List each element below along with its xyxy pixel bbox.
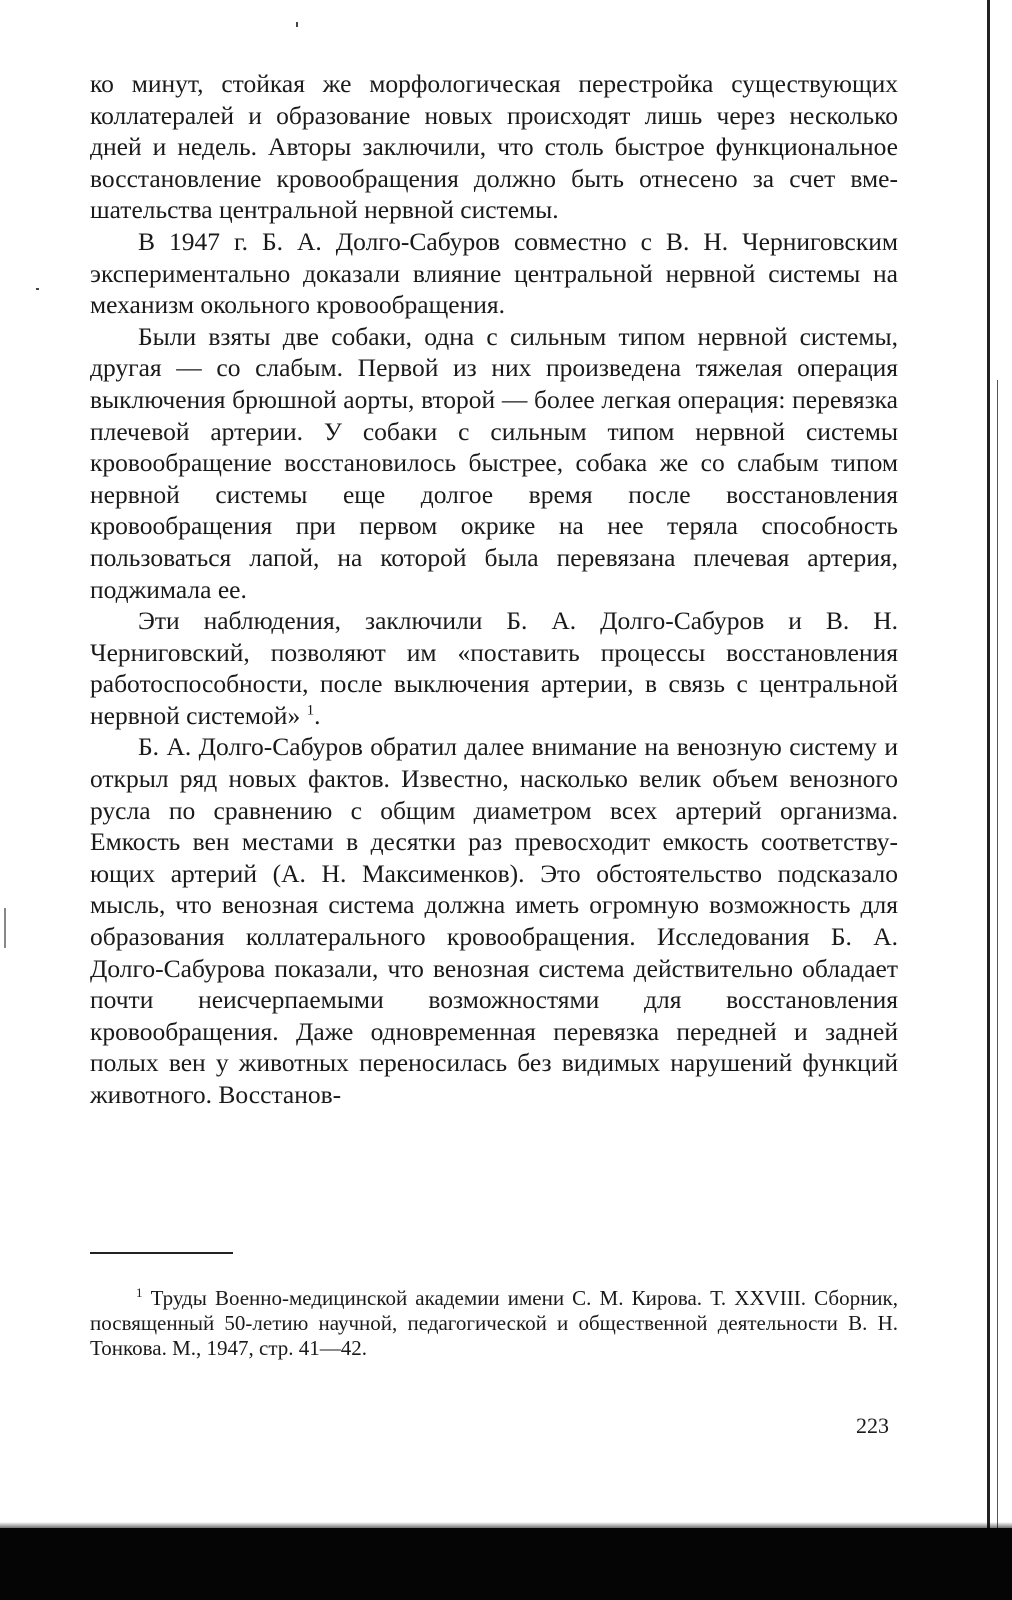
paragraph-end-punct: . (314, 700, 321, 730)
footnote-reference[interactable]: 1 (306, 702, 315, 719)
paragraph-text: Эти наблюдения, заключили Б. А. Долго-Сабуров и В. Н. Черниговский, позволяют им «поставить процессы восстановления работоспособности, после выключения артерии, в связь с центральной нервной системой» (90, 606, 898, 730)
paragraph: Б. А. Долго-Сабуров обратил далее внимание на венозную систему и открыл ряд новых фактов. Известно, насколько велик объем венозного русла по сравнению с общим диаметром всех артерий организма. Емкость вен местами в десятки раз превосходит емкость соответствующих артерий (А. Н. Максименков). Это обстоятельство подсказало мысль, что венозная система должна иметь огромную возможность для образования коллатерального кровообращения. Исследования Б. А. Долго-Сабурова показали, что венозная система действительно обладает почти неисчерпаемыми возможностями для восстановления кровообращения. Даже одновременная перевязка передней и задней полых вен у животных переносилась без видимых нарушений функций животного. Восстанов- (90, 732, 898, 1109)
main-text (90, 68, 898, 1111)
footnote (90, 1286, 898, 1361)
paragraph: Были взяты две собаки, одна с сильным типом нервной системы, другая — со слабым. Первой из них произведена тяжелая операция выключения брюшной аорты, второй — более легкая операция: перевязка плечевой артерии. У собаки с сильным типом нервной системы кровообращение восстановилось быстрее, собака же со слабым типом нервной системы еще долгое время после восстановления кровообращения при первом окрике на нее теряла способность пользоваться лапой, на которой была перевязана плечевая артерия, поджимала ее. (90, 321, 898, 604)
page-edge-line (987, 0, 990, 1600)
scan-speck (296, 22, 298, 27)
scan-speck (4, 908, 6, 948)
paragraph-continued: ко минут, стойкая же морфологическая перестройка существующих коллатералей и образование новых происходят лишь через несколько дней и недель. Авторы заключили, что столь быстрое функциональное восстановление кровообращения должно быть отнесено за счет вмешательства центральной нервной системы. (90, 69, 898, 225)
footnote-mark: 1 (136, 1285, 143, 1300)
paragraph: В 1947 г. Б. А. Долго-Сабуров совместно с В. Н. Черниговским экспериментально доказали влияние центральной нервной системы на механизм окольного кровообращения. (90, 226, 898, 320)
scan-speck (36, 288, 39, 290)
page-number: 223 (856, 1413, 889, 1438)
scan-bottom-band (0, 1528, 1012, 1600)
paragraph-with-footnote (90, 605, 898, 731)
footnote-divider (90, 1252, 233, 1254)
footnote-text: Труды Военно-медицинской академии имени С. М. Кирова. Т. XXVIII. Сборник, посвященный 50-летию научной, педагогической и общественной деятельности В. Н. Тонкова. М., 1947, стр. 41—42. (90, 1286, 898, 1360)
page-edge-line-thin (997, 380, 998, 1600)
